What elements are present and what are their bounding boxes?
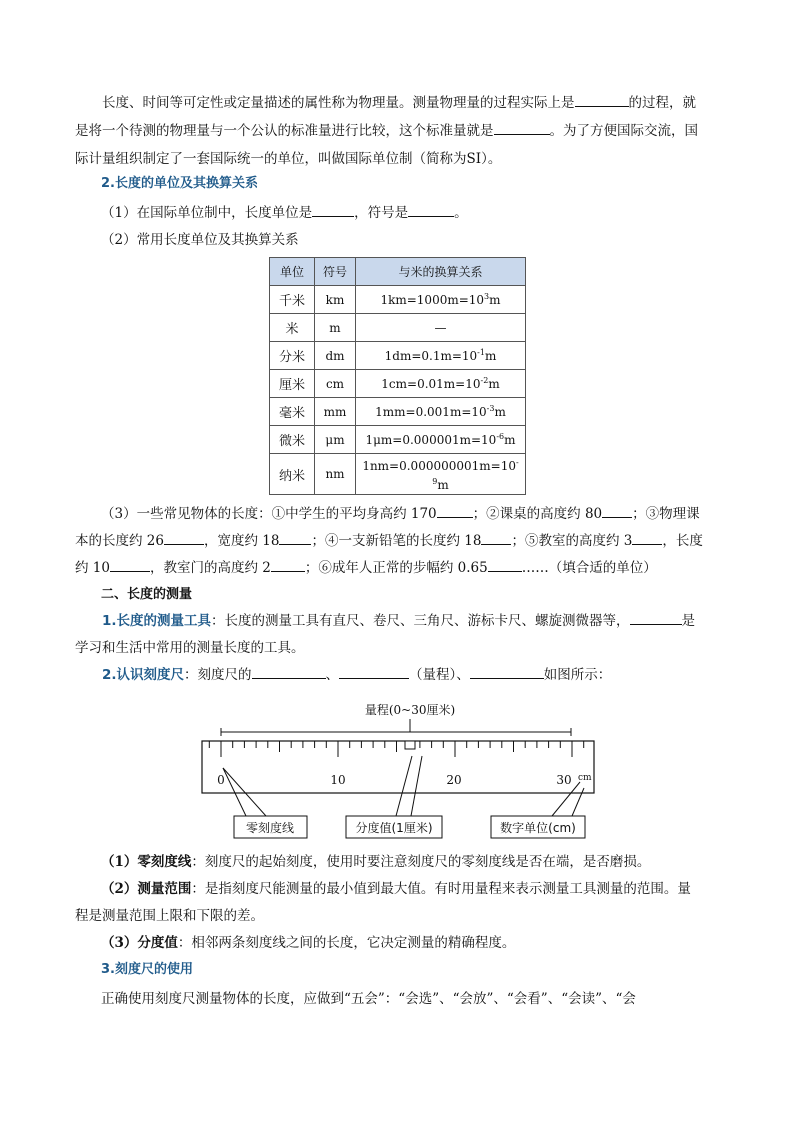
conversion-unit: m bbox=[484, 349, 497, 363]
answer-blank[interactable] bbox=[632, 530, 662, 545]
ruler-diagram bbox=[196, 696, 600, 844]
table-header-row bbox=[270, 258, 526, 286]
definition-1 bbox=[101, 849, 723, 875]
question-text: 约 10 bbox=[75, 560, 110, 576]
unit-conversion bbox=[356, 426, 526, 454]
unit-name: 毫米 bbox=[270, 398, 315, 426]
unit-name: 厘米 bbox=[270, 370, 315, 398]
table-row bbox=[270, 314, 526, 342]
answer-blank[interactable] bbox=[408, 202, 454, 217]
conversion-unit: m bbox=[437, 478, 449, 492]
paragraph-text: 如图所示： bbox=[543, 667, 612, 683]
ruler-intro bbox=[75, 662, 723, 688]
question-text: ；④一支新铅笔的长度约 18 bbox=[311, 533, 482, 549]
answer-blank[interactable] bbox=[630, 610, 682, 625]
question-3-line-2 bbox=[75, 528, 723, 554]
usage-paragraph: 正确使用刻度尺测量物体的长度，应做到“五会”：“会选”、“会放”、“会看”、“会读”、“会 bbox=[101, 991, 636, 1007]
intro-text: 的过程，就 bbox=[628, 95, 696, 111]
intro-text: 际计量组织制定了一套国际统一的单位，叫做国际单位制（简称为SI）。 bbox=[75, 151, 502, 167]
question-3-line-3 bbox=[75, 555, 723, 581]
unit-symbol: nm bbox=[315, 454, 356, 495]
tools-paragraph-line-2: 学习和生活中常用的测量长度的工具。 bbox=[75, 640, 305, 656]
question-text: ；②课桌的高度约 80 bbox=[472, 506, 603, 522]
section-heading: 2.长度的单位及其换算关系 bbox=[101, 176, 258, 191]
unit-name: 分米 bbox=[270, 342, 315, 370]
units-table bbox=[269, 257, 526, 495]
question-text: ；⑥成年人正常的步幅约 0.65 bbox=[304, 560, 488, 576]
unit-symbol: m bbox=[315, 314, 356, 342]
conversion-unit: m bbox=[489, 293, 501, 307]
exponent: - bbox=[515, 458, 519, 467]
division-marker bbox=[405, 741, 415, 749]
section-heading: 3.刻度尺的使用 bbox=[101, 962, 193, 977]
column-header: 符号 bbox=[315, 258, 356, 286]
paragraph-text: ：长度的测量工具有直尺、卷尺、三角尺、游标卡尺、螺旋测微器等， bbox=[211, 613, 630, 629]
question-text: （3）一些常见物体的长度：①中学生的平均身高约 170 bbox=[101, 506, 437, 522]
conversion-text: 1km=1000m=10 bbox=[380, 293, 485, 307]
intro-line-1 bbox=[75, 90, 723, 116]
question-text: （1）在国际单位制中，长度单位是 bbox=[101, 205, 313, 221]
exponent: -2 bbox=[480, 376, 489, 385]
question-2: （2）常用长度单位及其换算关系 bbox=[101, 232, 299, 248]
conversion-text: 1nm=0.000000001m=10 bbox=[362, 459, 516, 473]
unit-name: 米 bbox=[270, 314, 315, 342]
term-label: （2）测量范围 bbox=[101, 881, 192, 897]
answer-blank[interactable] bbox=[339, 664, 409, 679]
exponent: -1 bbox=[477, 348, 485, 357]
question-text: ；③物理课 bbox=[632, 506, 700, 522]
definition-2-line-2: 程是测量范围上限和下限的差。 bbox=[75, 908, 264, 924]
unit-name: 千米 bbox=[270, 286, 315, 314]
table-row bbox=[270, 370, 526, 398]
unit-symbol: dm bbox=[315, 342, 356, 370]
conversion-unit: m bbox=[488, 377, 500, 391]
conversion-text: 1μm=0.000001m=10 bbox=[365, 433, 497, 447]
question-text: ，宽度约 18 bbox=[203, 533, 280, 549]
range-label: 量程(0~30厘米) bbox=[364, 703, 456, 717]
conversion-unit: m bbox=[504, 433, 516, 447]
intro-line-2 bbox=[75, 118, 723, 144]
unit-symbol: μm bbox=[315, 426, 356, 454]
table-row bbox=[270, 398, 526, 426]
question-text: 。 bbox=[454, 205, 468, 221]
conversion-text: 1cm=0.01m=10 bbox=[381, 377, 481, 391]
table-row bbox=[270, 286, 526, 314]
tick-label: 20 bbox=[446, 773, 462, 787]
term-label: 1.长度的测量工具 bbox=[102, 613, 212, 629]
intro-text: 是将一个待测的物理量与一个公认的标准量进行比较，这个标准量就是 bbox=[75, 123, 494, 139]
unit-label: cm bbox=[578, 773, 592, 783]
exponent: 3 bbox=[484, 292, 490, 301]
unit-conversion bbox=[356, 342, 526, 370]
question-text: ……（填合适的单位） bbox=[521, 560, 657, 576]
definition-3 bbox=[101, 930, 723, 956]
conversion-text: 1mm=0.001m=10 bbox=[375, 405, 487, 419]
answer-blank[interactable] bbox=[252, 664, 326, 679]
division-label: 分度值(1厘米) bbox=[355, 821, 433, 835]
table-row bbox=[270, 454, 526, 495]
unit-conversion bbox=[356, 370, 526, 398]
table-row bbox=[270, 342, 526, 370]
answer-blank[interactable] bbox=[312, 202, 354, 217]
intro-text: 长度、时间等可定性或定量描述的属性称为物理量。测量物理量的过程实际上是 bbox=[102, 95, 575, 111]
question-1 bbox=[101, 200, 721, 226]
question-text: 本的长度约 26 bbox=[75, 533, 164, 549]
unit-box-label: 数字单位(cm) bbox=[500, 821, 576, 835]
answer-blank[interactable] bbox=[470, 664, 544, 679]
question-text: ，符号是 bbox=[354, 205, 409, 221]
definition-text: ：是指刻度尺能测量的最小值到最大值。有时用量程来表示测量工具测量的范围。量 bbox=[191, 881, 691, 897]
question-text: ，长度 bbox=[662, 533, 703, 549]
unit-conversion bbox=[356, 398, 526, 426]
intro-line-3 bbox=[75, 146, 723, 172]
answer-blank[interactable] bbox=[164, 530, 204, 545]
unit-symbol: km bbox=[315, 286, 356, 314]
answer-blank[interactable] bbox=[110, 557, 150, 572]
exponent: -3 bbox=[486, 404, 495, 413]
unit-conversion bbox=[356, 286, 526, 314]
definition-text: ：刻度尺的起始刻度，使用时要注意刻度尺的零刻度线是否在端，是否磨损。 bbox=[191, 854, 651, 870]
definition-text: ：相邻两条刻度线之间的长度，它决定测量的精确程度。 bbox=[177, 935, 516, 951]
term-label: （3）分度值 bbox=[101, 935, 178, 951]
answer-blank[interactable] bbox=[279, 530, 311, 545]
answer-blank[interactable] bbox=[575, 92, 629, 107]
column-header: 与米的换算关系 bbox=[356, 258, 526, 286]
answer-blank[interactable] bbox=[481, 530, 511, 545]
unit-name: 微米 bbox=[270, 426, 315, 454]
question-3-line-1 bbox=[101, 501, 723, 527]
paragraph-text: （量程）、 bbox=[409, 667, 470, 683]
tick-label: 0 bbox=[217, 773, 225, 787]
unit-name: 纳米 bbox=[270, 454, 315, 495]
definition-2 bbox=[101, 876, 723, 902]
question-text: ，教室门的高度约 2 bbox=[149, 560, 271, 576]
column-header: 单位 bbox=[270, 258, 315, 286]
term-label: 2.认识刻度尺 bbox=[102, 667, 185, 683]
answer-blank[interactable] bbox=[437, 503, 473, 518]
exponent: -6 bbox=[496, 432, 505, 441]
intro-text: 。为了方便国际交流，国 bbox=[549, 123, 698, 139]
answer-blank[interactable] bbox=[494, 120, 550, 135]
tick-label: 30 bbox=[556, 773, 572, 787]
table-row bbox=[270, 426, 526, 454]
unit-symbol: mm bbox=[315, 398, 356, 426]
unit-conversion: — bbox=[356, 314, 526, 342]
unit-conversion bbox=[356, 454, 526, 495]
zero-line-label: 零刻度线 bbox=[245, 821, 295, 835]
conversion-text: 1dm=0.1m=10 bbox=[384, 349, 478, 363]
unit-symbol: cm bbox=[315, 370, 356, 398]
conversion-unit: m bbox=[494, 405, 506, 419]
answer-blank[interactable] bbox=[602, 503, 632, 518]
paragraph-text: 是 bbox=[681, 613, 696, 629]
paragraph-text: 、 bbox=[325, 667, 340, 683]
paragraph-text: ：刻度尺的 bbox=[184, 667, 252, 683]
tools-paragraph bbox=[75, 608, 723, 634]
ruler-body bbox=[202, 741, 594, 793]
term-label: （1）零刻度线 bbox=[101, 854, 192, 870]
exponent: 9 bbox=[432, 477, 438, 486]
tick-label: 10 bbox=[330, 773, 346, 787]
answer-blank[interactable] bbox=[271, 557, 305, 572]
part-heading: 二、长度的测量 bbox=[101, 587, 193, 602]
question-text: ；⑤教室的高度约 3 bbox=[511, 533, 633, 549]
answer-blank[interactable] bbox=[488, 557, 522, 572]
